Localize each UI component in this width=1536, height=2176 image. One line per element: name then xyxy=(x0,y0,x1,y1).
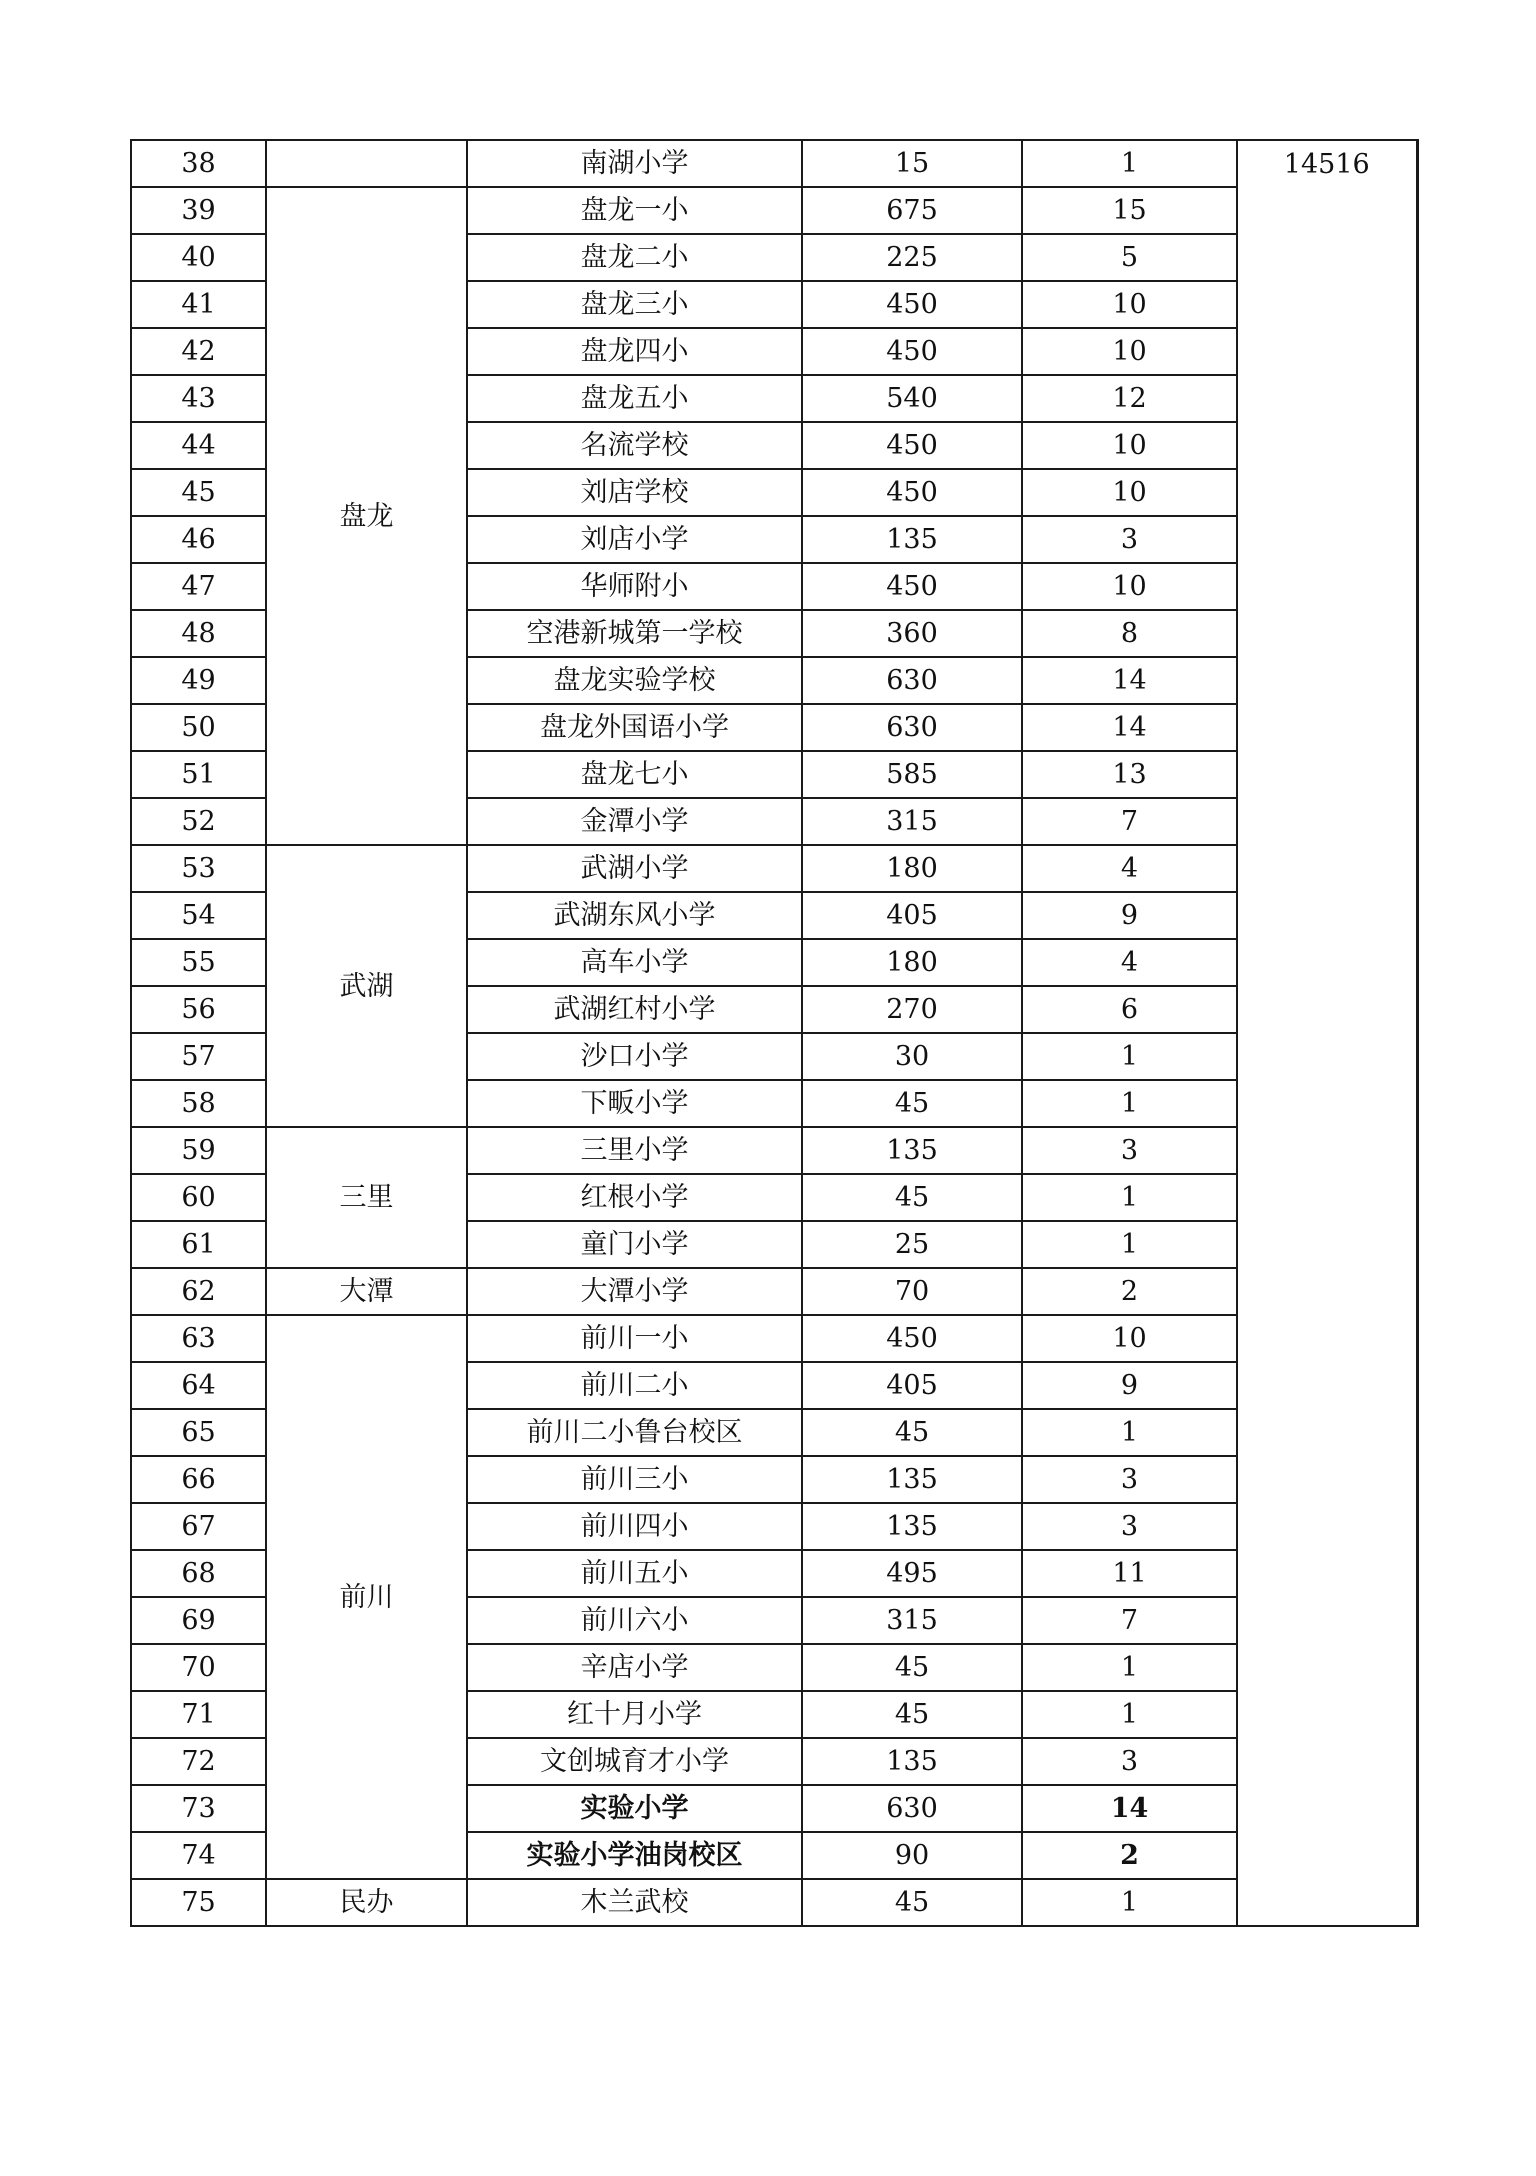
student-count-cell: 630 xyxy=(802,704,1022,751)
student-count-cell: 90 xyxy=(802,1832,1022,1879)
student-count-cell: 180 xyxy=(802,845,1022,892)
class-count-cell: 1 xyxy=(1022,140,1237,187)
student-count-cell: 405 xyxy=(802,1362,1022,1409)
row-number-cell: 38 xyxy=(131,140,266,187)
row-number-cell: 61 xyxy=(131,1221,266,1268)
class-count-cell: 1 xyxy=(1022,1644,1237,1691)
student-count-cell: 70 xyxy=(802,1268,1022,1315)
row-number-cell: 74 xyxy=(131,1832,266,1879)
school-name-cell: 前川四小 xyxy=(467,1503,802,1550)
class-count-cell: 12 xyxy=(1022,375,1237,422)
school-name-cell: 刘店学校 xyxy=(467,469,802,516)
school-name-cell: 前川二小鲁台校区 xyxy=(467,1409,802,1456)
student-count-cell: 30 xyxy=(802,1033,1022,1080)
class-count-cell: 10 xyxy=(1022,469,1237,516)
row-number-cell: 52 xyxy=(131,798,266,845)
row-number-cell: 42 xyxy=(131,328,266,375)
school-name-cell: 前川一小 xyxy=(467,1315,802,1362)
class-count-cell: 14 xyxy=(1022,1785,1237,1832)
row-number-cell: 59 xyxy=(131,1127,266,1174)
school-name-cell: 空港新城第一学校 xyxy=(467,610,802,657)
row-number-cell: 54 xyxy=(131,892,266,939)
school-name-cell: 前川三小 xyxy=(467,1456,802,1503)
school-name-cell: 武湖小学 xyxy=(467,845,802,892)
row-number-cell: 62 xyxy=(131,1268,266,1315)
school-name-cell: 实验小学油岗校区 xyxy=(467,1832,802,1879)
row-number-cell: 68 xyxy=(131,1550,266,1597)
table-row xyxy=(131,140,1417,187)
district-cell: 武湖 xyxy=(266,845,467,1127)
class-count-cell: 10 xyxy=(1022,328,1237,375)
student-count-cell: 45 xyxy=(802,1691,1022,1738)
row-number-cell: 56 xyxy=(131,986,266,1033)
school-name-cell: 盘龙实验学校 xyxy=(467,657,802,704)
school-name-cell: 前川六小 xyxy=(467,1597,802,1644)
row-number-cell: 73 xyxy=(131,1785,266,1832)
student-count-cell: 450 xyxy=(802,422,1022,469)
student-count-cell: 45 xyxy=(802,1080,1022,1127)
class-count-cell: 9 xyxy=(1022,1362,1237,1409)
school-name-cell: 刘店小学 xyxy=(467,516,802,563)
row-number-cell: 64 xyxy=(131,1362,266,1409)
class-count-cell: 3 xyxy=(1022,1456,1237,1503)
school-name-cell: 名流学校 xyxy=(467,422,802,469)
row-number-cell: 60 xyxy=(131,1174,266,1221)
student-count-cell: 450 xyxy=(802,328,1022,375)
class-count-cell: 2 xyxy=(1022,1832,1237,1879)
student-count-cell: 45 xyxy=(802,1644,1022,1691)
student-count-cell: 45 xyxy=(802,1409,1022,1456)
row-number-cell: 66 xyxy=(131,1456,266,1503)
school-name-cell: 金潭小学 xyxy=(467,798,802,845)
school-name-cell: 盘龙外国语小学 xyxy=(467,704,802,751)
student-count-cell: 15 xyxy=(802,140,1022,187)
row-number-cell: 75 xyxy=(131,1879,266,1926)
class-count-cell: 7 xyxy=(1022,798,1237,845)
class-count-cell: 1 xyxy=(1022,1174,1237,1221)
student-count-cell: 270 xyxy=(802,986,1022,1033)
row-number-cell: 44 xyxy=(131,422,266,469)
district-cell: 前川 xyxy=(266,1315,467,1879)
class-count-cell: 3 xyxy=(1022,1127,1237,1174)
school-name-cell: 华师附小 xyxy=(467,563,802,610)
row-number-cell: 49 xyxy=(131,657,266,704)
district-cell xyxy=(266,140,467,187)
class-count-cell: 10 xyxy=(1022,563,1237,610)
row-number-cell: 71 xyxy=(131,1691,266,1738)
row-number-cell: 67 xyxy=(131,1503,266,1550)
class-count-cell: 10 xyxy=(1022,1315,1237,1362)
class-count-cell: 8 xyxy=(1022,610,1237,657)
class-count-cell: 1 xyxy=(1022,1221,1237,1268)
student-count-cell: 45 xyxy=(802,1174,1022,1221)
student-count-cell: 450 xyxy=(802,563,1022,610)
row-number-cell: 65 xyxy=(131,1409,266,1456)
student-count-cell: 405 xyxy=(802,892,1022,939)
school-name-cell: 辛店小学 xyxy=(467,1644,802,1691)
class-count-cell: 3 xyxy=(1022,516,1237,563)
row-number-cell: 69 xyxy=(131,1597,266,1644)
school-name-cell: 童门小学 xyxy=(467,1221,802,1268)
district-cell: 民办 xyxy=(266,1879,467,1926)
table-row xyxy=(131,845,1417,892)
student-count-cell: 180 xyxy=(802,939,1022,986)
row-number-cell: 40 xyxy=(131,234,266,281)
student-count-cell: 135 xyxy=(802,1503,1022,1550)
school-name-cell: 三里小学 xyxy=(467,1127,802,1174)
class-count-cell: 15 xyxy=(1022,187,1237,234)
class-count-cell: 1 xyxy=(1022,1879,1237,1926)
district-cell: 盘龙 xyxy=(266,187,467,845)
class-count-cell: 10 xyxy=(1022,422,1237,469)
school-name-cell: 红根小学 xyxy=(467,1174,802,1221)
class-count-cell: 4 xyxy=(1022,845,1237,892)
school-name-cell: 前川五小 xyxy=(467,1550,802,1597)
student-count-cell: 630 xyxy=(802,657,1022,704)
row-number-cell: 45 xyxy=(131,469,266,516)
school-name-cell: 盘龙一小 xyxy=(467,187,802,234)
student-count-cell: 585 xyxy=(802,751,1022,798)
total-cell: 14516 xyxy=(1237,140,1417,1926)
student-count-cell: 450 xyxy=(802,1315,1022,1362)
row-number-cell: 53 xyxy=(131,845,266,892)
student-count-cell: 315 xyxy=(802,1597,1022,1644)
student-count-cell: 630 xyxy=(802,1785,1022,1832)
student-count-cell: 45 xyxy=(802,1879,1022,1926)
class-count-cell: 7 xyxy=(1022,1597,1237,1644)
row-number-cell: 41 xyxy=(131,281,266,328)
student-count-cell: 25 xyxy=(802,1221,1022,1268)
row-number-cell: 43 xyxy=(131,375,266,422)
row-number-cell: 57 xyxy=(131,1033,266,1080)
class-count-cell: 14 xyxy=(1022,704,1237,751)
row-number-cell: 51 xyxy=(131,751,266,798)
row-number-cell: 58 xyxy=(131,1080,266,1127)
school-name-cell: 实验小学 xyxy=(467,1785,802,1832)
class-count-cell: 3 xyxy=(1022,1738,1237,1785)
student-count-cell: 135 xyxy=(802,1738,1022,1785)
school-name-cell: 前川二小 xyxy=(467,1362,802,1409)
table-row xyxy=(131,1879,1417,1926)
class-count-cell: 4 xyxy=(1022,939,1237,986)
table-row xyxy=(131,1127,1417,1174)
class-count-cell: 10 xyxy=(1022,281,1237,328)
table-row xyxy=(131,1315,1417,1362)
school-name-cell: 红十月小学 xyxy=(467,1691,802,1738)
class-count-cell: 5 xyxy=(1022,234,1237,281)
school-name-cell: 文创城育才小学 xyxy=(467,1738,802,1785)
row-number-cell: 48 xyxy=(131,610,266,657)
row-number-cell: 55 xyxy=(131,939,266,986)
class-count-cell: 3 xyxy=(1022,1503,1237,1550)
row-number-cell: 47 xyxy=(131,563,266,610)
school-name-cell: 武湖红村小学 xyxy=(467,986,802,1033)
district-cell: 大潭 xyxy=(266,1268,467,1315)
school-name-cell: 木兰武校 xyxy=(467,1879,802,1926)
table-row xyxy=(131,187,1417,234)
school-name-cell: 武湖东风小学 xyxy=(467,892,802,939)
class-count-cell: 2 xyxy=(1022,1268,1237,1315)
student-count-cell: 540 xyxy=(802,375,1022,422)
school-name-cell: 下畈小学 xyxy=(467,1080,802,1127)
student-count-cell: 450 xyxy=(802,281,1022,328)
school-name-cell: 盘龙二小 xyxy=(467,234,802,281)
class-count-cell: 1 xyxy=(1022,1691,1237,1738)
class-count-cell: 1 xyxy=(1022,1080,1237,1127)
district-cell: 三里 xyxy=(266,1127,467,1268)
enrollment-table xyxy=(130,139,1419,1927)
table-row xyxy=(131,1268,1417,1315)
class-count-cell: 13 xyxy=(1022,751,1237,798)
student-count-cell: 225 xyxy=(802,234,1022,281)
school-name-cell: 南湖小学 xyxy=(467,140,802,187)
class-count-cell: 11 xyxy=(1022,1550,1237,1597)
student-count-cell: 360 xyxy=(802,610,1022,657)
student-count-cell: 135 xyxy=(802,1456,1022,1503)
school-name-cell: 盘龙五小 xyxy=(467,375,802,422)
class-count-cell: 1 xyxy=(1022,1409,1237,1456)
school-name-cell: 盘龙三小 xyxy=(467,281,802,328)
row-number-cell: 63 xyxy=(131,1315,266,1362)
school-name-cell: 大潭小学 xyxy=(467,1268,802,1315)
student-count-cell: 675 xyxy=(802,187,1022,234)
school-name-cell: 高车小学 xyxy=(467,939,802,986)
class-count-cell: 9 xyxy=(1022,892,1237,939)
class-count-cell: 1 xyxy=(1022,1033,1237,1080)
class-count-cell: 6 xyxy=(1022,986,1237,1033)
student-count-cell: 135 xyxy=(802,516,1022,563)
school-name-cell: 沙口小学 xyxy=(467,1033,802,1080)
student-count-cell: 450 xyxy=(802,469,1022,516)
row-number-cell: 39 xyxy=(131,187,266,234)
row-number-cell: 72 xyxy=(131,1738,266,1785)
student-count-cell: 135 xyxy=(802,1127,1022,1174)
school-name-cell: 盘龙七小 xyxy=(467,751,802,798)
row-number-cell: 46 xyxy=(131,516,266,563)
row-number-cell: 70 xyxy=(131,1644,266,1691)
school-name-cell: 盘龙四小 xyxy=(467,328,802,375)
student-count-cell: 495 xyxy=(802,1550,1022,1597)
class-count-cell: 14 xyxy=(1022,657,1237,704)
row-number-cell: 50 xyxy=(131,704,266,751)
student-count-cell: 315 xyxy=(802,798,1022,845)
